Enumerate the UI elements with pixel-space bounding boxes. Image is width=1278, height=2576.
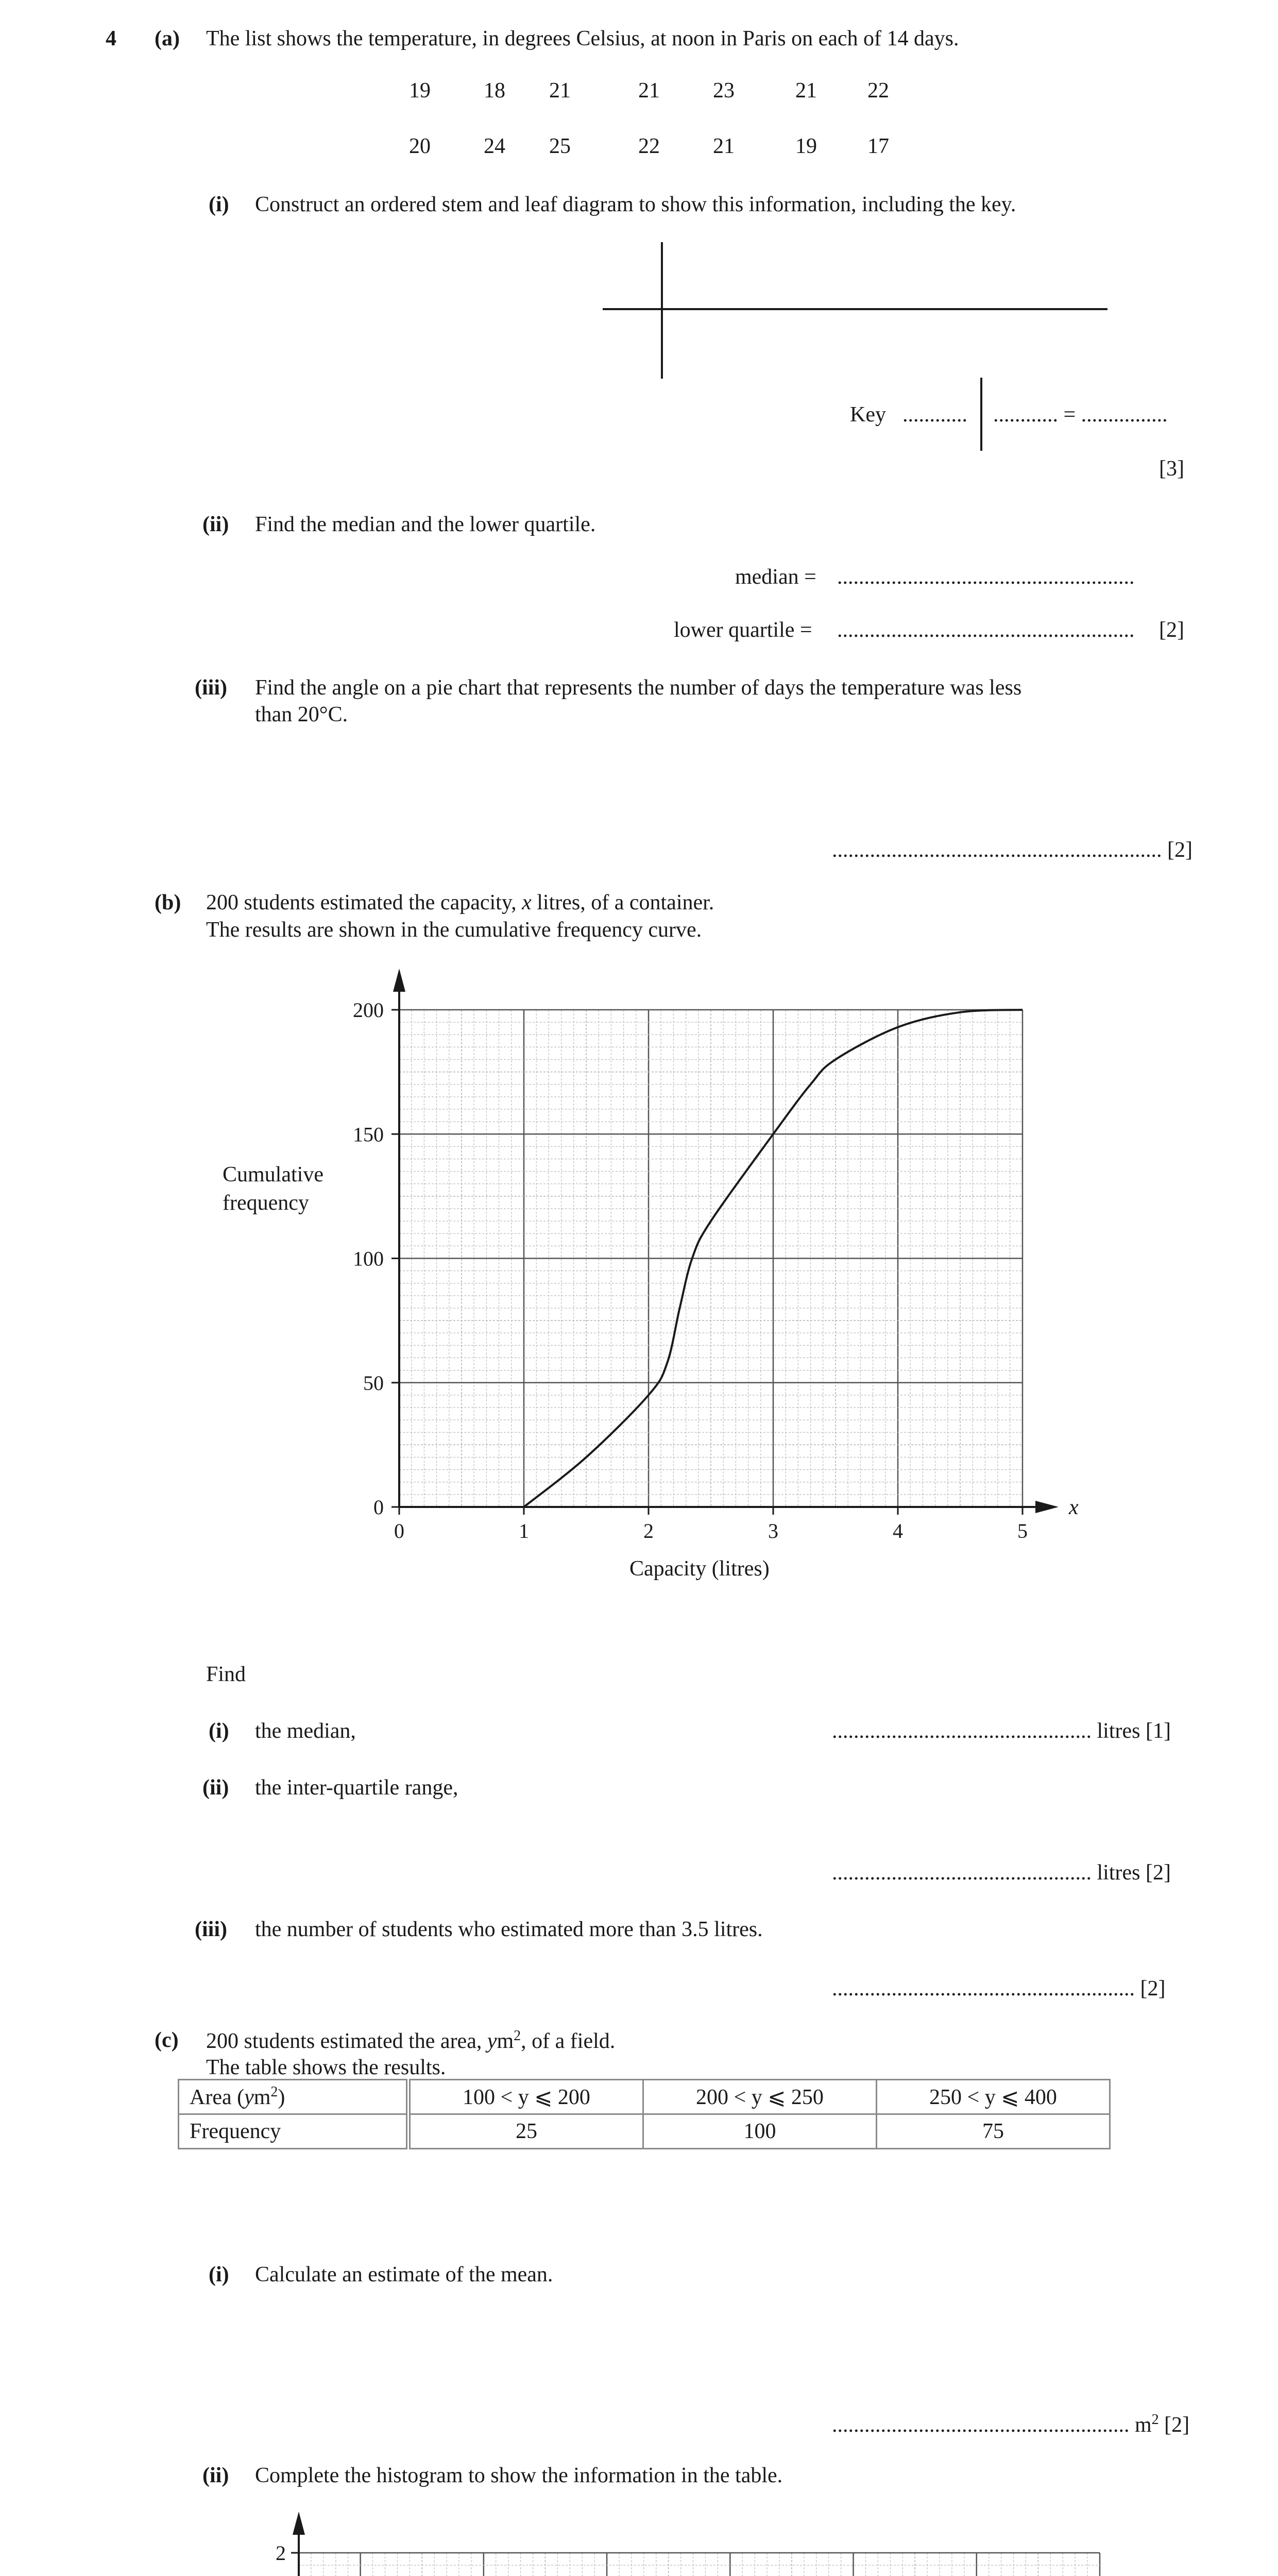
lower-quartile-answer-line[interactable]: ....................................................... bbox=[837, 618, 1135, 642]
part-a-iii-text-line2: than 20°C. bbox=[255, 703, 348, 726]
part-a-i-text: Construct an ordered stem and leaf diagram to show this information, including the key. bbox=[255, 193, 1016, 216]
part-c-label: (c) bbox=[155, 2028, 179, 2052]
key-answer-leaf[interactable]: ............ = ................ bbox=[993, 403, 1168, 427]
temperature-value: 18 bbox=[484, 79, 505, 103]
median-answer-line[interactable]: ....................................................... bbox=[837, 565, 1135, 589]
cf-x-tick-label: 3 bbox=[768, 1519, 778, 1543]
part-a-ii-label: (ii) bbox=[202, 513, 229, 536]
table-cell-frequency: 100 bbox=[643, 2114, 877, 2149]
hist-grid-lines bbox=[299, 2553, 1100, 2576]
table-cell-frequency: 75 bbox=[877, 2114, 1110, 2149]
hist-y-axis-arrow bbox=[293, 2512, 305, 2535]
part-a-i-marks: [3] bbox=[1159, 457, 1184, 481]
part-b-iii-label: (iii) bbox=[195, 1918, 227, 1941]
part-b-variable: x bbox=[522, 891, 532, 914]
part-a-iii-text-line1: Find the angle on a pie chart that represents the number of days the temperature was less bbox=[255, 676, 1022, 700]
temperature-value: 19 bbox=[409, 79, 431, 103]
key-label: Key bbox=[850, 403, 886, 427]
median-label: median = bbox=[735, 565, 816, 589]
table-header-area: Area $(ym^2)$ bbox=[179, 2080, 408, 2114]
part-a-ii-marks: [2] bbox=[1159, 618, 1184, 642]
part-c-ii-text: Complete the histogram to show the information in the table. bbox=[255, 2464, 783, 2487]
cf-y-tick-label: 200 bbox=[353, 998, 384, 1022]
cf-x-tick-label: 0 bbox=[394, 1519, 404, 1543]
temperature-value: 24 bbox=[484, 134, 505, 158]
part-b-ii-answer-line[interactable]: ................................................ litres [2] bbox=[832, 1861, 1171, 1885]
part-b-label: (b) bbox=[155, 891, 181, 914]
part-c-text-post: , of a field. bbox=[521, 2029, 616, 2053]
part-c-text-line2: The table shows the results. bbox=[206, 2056, 446, 2079]
cf-x-variable: x bbox=[1069, 1496, 1079, 1519]
temperature-value: 22 bbox=[867, 79, 889, 103]
part-b-ii-label: (ii) bbox=[202, 1776, 229, 1800]
temperature-value: 21 bbox=[549, 79, 571, 103]
part-a-i-label: (i) bbox=[209, 193, 229, 216]
part-b-ii-text: the inter-quartile range, bbox=[255, 1776, 458, 1800]
key-answer-stem[interactable]: ............ bbox=[902, 403, 967, 427]
part-c-i-label: (i) bbox=[209, 2263, 229, 2286]
part-b-iii-text: the number of students who estimated more than 3.5 litres. bbox=[255, 1918, 763, 1941]
hist-y-tick-label: 2 bbox=[276, 2541, 286, 2565]
find-label: Find bbox=[206, 1663, 246, 1686]
part-c-ii-label: (ii) bbox=[202, 2464, 229, 2487]
part-c-text-line1: 200 students estimated the area, $ym^2$, of a field. bbox=[206, 2028, 616, 2053]
part-c-text-pre: 200 students estimated the area, bbox=[206, 2029, 487, 2053]
part-c-unit: m bbox=[497, 2029, 514, 2053]
temperature-value: 21 bbox=[638, 79, 660, 103]
part-b-text-line2: The results are shown in the cumulative frequency curve. bbox=[206, 918, 702, 942]
table-cell-frequency: 25 bbox=[408, 2114, 643, 2149]
part-b-iii-answer-line[interactable]: ........................................................ [2] bbox=[832, 1977, 1166, 2001]
temperature-value: 20 bbox=[409, 134, 431, 158]
part-a-iii-label: (iii) bbox=[195, 676, 227, 700]
cf-y-axis-label-line2: frequency bbox=[223, 1191, 309, 1215]
part-a-ii-text: Find the median and the lower quartile. bbox=[255, 513, 596, 536]
lower-quartile-label: lower quartile = bbox=[674, 618, 812, 642]
temperature-value: 25 bbox=[549, 134, 571, 158]
cf-x-tick-label: 2 bbox=[643, 1519, 654, 1543]
temperature-value: 17 bbox=[867, 134, 889, 158]
cf-y-axis-label-line1: Cumulative bbox=[223, 1163, 323, 1187]
part-b-i-label: (i) bbox=[209, 1719, 229, 1743]
question-number: 4 bbox=[106, 27, 116, 50]
table-cell-interval: 250 < y ⩽ 400 bbox=[877, 2080, 1110, 2114]
cf-x-tick-label: 1 bbox=[519, 1519, 529, 1543]
cf-x-tick-label: 5 bbox=[1017, 1519, 1028, 1543]
part-b-i-text: the median, bbox=[255, 1719, 356, 1743]
part-b-i-answer-line[interactable]: ................................................ litres [1] bbox=[832, 1719, 1171, 1743]
part-a-intro: The list shows the temperature, in degrees Celsius, at noon in Paris on each of 14 days. bbox=[206, 27, 959, 50]
cf-y-tick-label: 100 bbox=[353, 1247, 384, 1270]
temperature-value: 19 bbox=[795, 134, 817, 158]
cf-x-tick-label: 4 bbox=[893, 1519, 903, 1543]
table-cell-interval: 200 < y ⩽ 250 bbox=[643, 2080, 877, 2114]
temperature-value: 23 bbox=[713, 79, 735, 103]
cf-y-tick-label: 150 bbox=[353, 1123, 384, 1146]
part-b-text-post: litres, of a container. bbox=[531, 891, 714, 914]
table-cell-interval: 100 < y ⩽ 200 bbox=[408, 2080, 643, 2114]
cf-y-tick-label: 0 bbox=[373, 1496, 384, 1519]
temperature-value: 22 bbox=[638, 134, 660, 158]
part-c-i-text: Calculate an estimate of the mean. bbox=[255, 2263, 553, 2286]
part-a-label: (a) bbox=[155, 27, 180, 50]
table-header-frequency: Frequency bbox=[179, 2114, 408, 2149]
part-c-variable: y bbox=[487, 2029, 497, 2053]
temperature-value: 21 bbox=[795, 79, 817, 103]
cf-x-axis-label: Capacity (litres) bbox=[629, 1557, 770, 1581]
cf-y-tick-label: 50 bbox=[363, 1371, 384, 1395]
part-a-iii-answer-line[interactable]: ............................................................. [2] bbox=[832, 838, 1192, 862]
part-c-i-answer-line: ....................................................... $m^2$ [2] bbox=[832, 2412, 1190, 2437]
part-b-text-pre: 200 students estimated the capacity, bbox=[206, 891, 522, 914]
temperature-value: 21 bbox=[713, 134, 735, 158]
